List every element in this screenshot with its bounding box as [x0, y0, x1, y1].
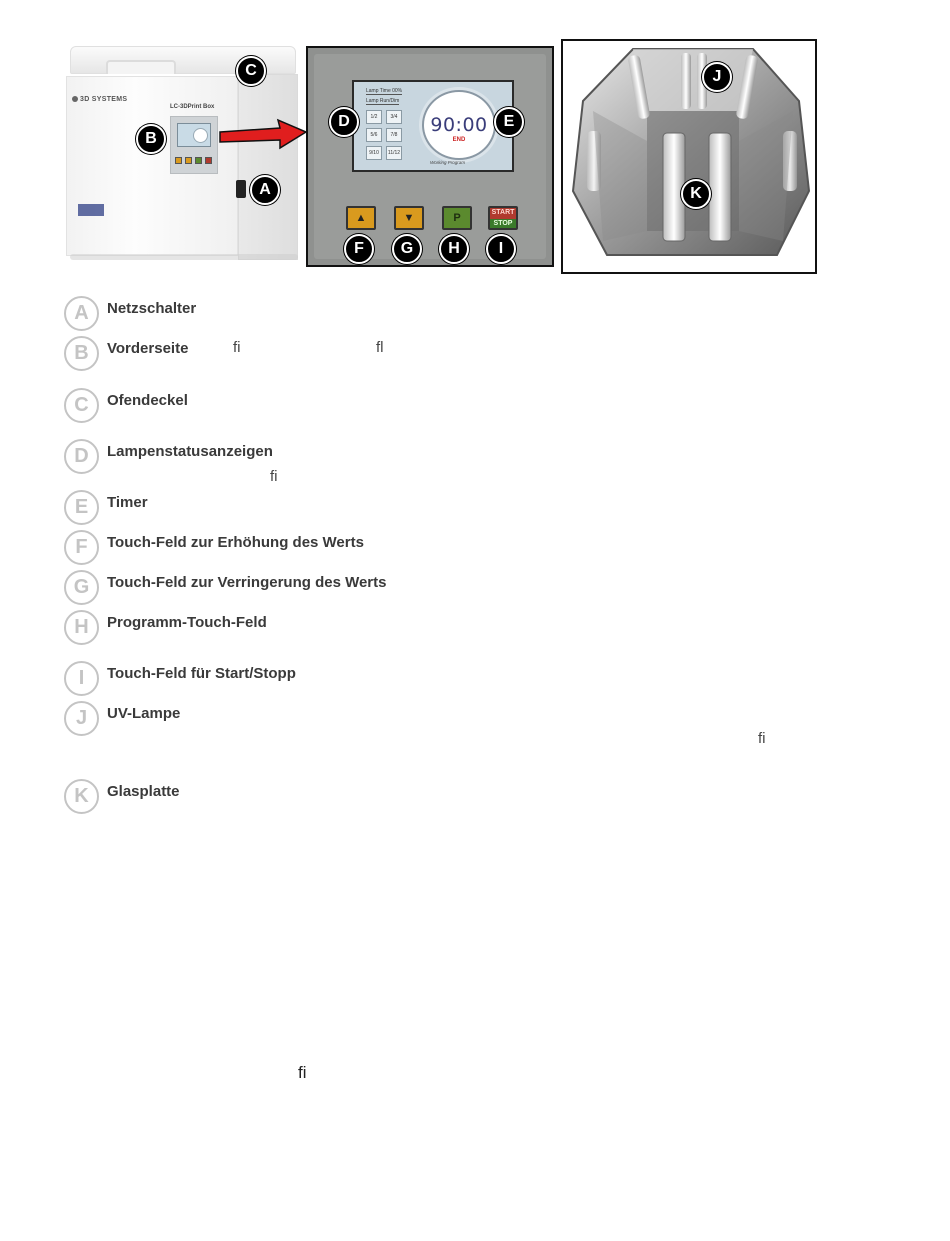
mini-keys [175, 157, 212, 164]
lcd-display [352, 80, 514, 172]
oven-interior-illustration [563, 41, 817, 274]
legend-letter-c: C [64, 388, 99, 423]
ligature-glyph-fi-j: ﬁ [758, 730, 766, 747]
callout-badge-g: G [392, 234, 422, 264]
device-side-panel [238, 74, 298, 260]
mini-dial [193, 128, 208, 143]
lid-handle [106, 60, 176, 74]
lcd-line-1: Lamp Time 00% [366, 88, 403, 94]
legend-letter-h: H [64, 610, 99, 645]
control-panel-closeup [306, 46, 554, 267]
ligature-glyph-fi-b: ﬁ [233, 339, 241, 356]
callout-badge-k: K [681, 179, 711, 209]
device-shadow [70, 254, 298, 260]
decrease-key: ▼ [394, 206, 424, 230]
increase-key: ▲ [346, 206, 376, 230]
lamp-status-11-12: 11/12 [386, 146, 402, 160]
legend-term-h: Programm-Touch-Feld [107, 614, 267, 631]
power-switch [236, 180, 246, 198]
legend-term-a: Netzschalter [107, 300, 197, 317]
legend-term-g: Touch-Feld zur Verringerung des Werts [107, 574, 387, 591]
legend-letter-e: E [64, 490, 99, 525]
lamp-status-1-2: 1/2 [366, 110, 382, 124]
mini-key-start [205, 157, 212, 164]
legend-term-c: Ofendeckel [107, 392, 188, 409]
legend-letter-f: F [64, 530, 99, 565]
callout-badge-i: I [486, 234, 516, 264]
timer-dial [422, 90, 496, 160]
legend-term-b: Vorderseite [107, 340, 189, 357]
legend-term-k: Glasplatte [107, 783, 180, 800]
callout-badge-b: B [136, 124, 166, 154]
lamp-status-7-8: 7/8 [386, 128, 402, 142]
program-key: P [442, 206, 472, 230]
ligature-glyph-fi-bottom: ﬁ [298, 1063, 307, 1082]
mini-key-down [185, 157, 192, 164]
ligature-glyph-fl-b: ﬂ [376, 339, 384, 356]
timer-end-label: END [452, 137, 466, 143]
brand-logo-icon [72, 96, 78, 102]
stop-label: STOP [490, 219, 516, 228]
ligature-glyph-fi-d: ﬁ [270, 468, 278, 485]
callout-badge-f: F [344, 234, 374, 264]
brand-text: 3D SYSTEMS [80, 96, 128, 103]
legend-letter-b: B [64, 336, 99, 371]
device-brand [72, 96, 127, 103]
lamp-status-grid [366, 110, 402, 160]
legend-letter-k: K [64, 779, 99, 814]
start-label: START [491, 209, 515, 216]
lcd-line-2: Lamp Run/Dim [366, 98, 400, 104]
mini-key-up [175, 157, 182, 164]
start-stop-key [488, 206, 518, 230]
callout-badge-j: J [702, 62, 732, 92]
legend-term-i: Touch-Feld für Start/Stopp [107, 665, 296, 682]
mini-key-p [195, 157, 202, 164]
legend-letter-a: A [64, 296, 99, 331]
device-label-sticker [78, 204, 104, 216]
lamp-status-3-4: 3/4 [386, 110, 402, 124]
mini-screen [177, 123, 211, 147]
legend-letter-j: J [64, 701, 99, 736]
legend-letter-d: D [64, 439, 99, 474]
lamp-status-5-6: 5/6 [366, 128, 382, 142]
device-model: LC-3DPrint Box [170, 104, 215, 110]
timer-value: 90:00 [430, 114, 488, 136]
callout-badge-d: D [329, 107, 359, 137]
lamp-status-9-10: 9/10 [366, 146, 382, 160]
callout-badge-c: C [236, 56, 266, 86]
legend-letter-g: G [64, 570, 99, 605]
legend-letter-i: I [64, 661, 99, 696]
device-mini-control-panel [170, 116, 218, 174]
legend-term-f: Touch-Feld zur Erhöhung des Werts [107, 534, 364, 551]
callout-badge-h: H [439, 234, 469, 264]
lcd-status-text: Working Program [430, 160, 466, 165]
legend-term-j: UV-Lampe [107, 705, 181, 722]
callout-badge-e: E [494, 107, 524, 137]
oven-interior-photo [561, 39, 817, 274]
red-arrow-icon [218, 118, 308, 152]
callout-badge-a: A [250, 175, 280, 205]
legend-term-e: Timer [107, 494, 148, 511]
legend-term-d: Lampenstatusanzeigen [107, 443, 273, 460]
